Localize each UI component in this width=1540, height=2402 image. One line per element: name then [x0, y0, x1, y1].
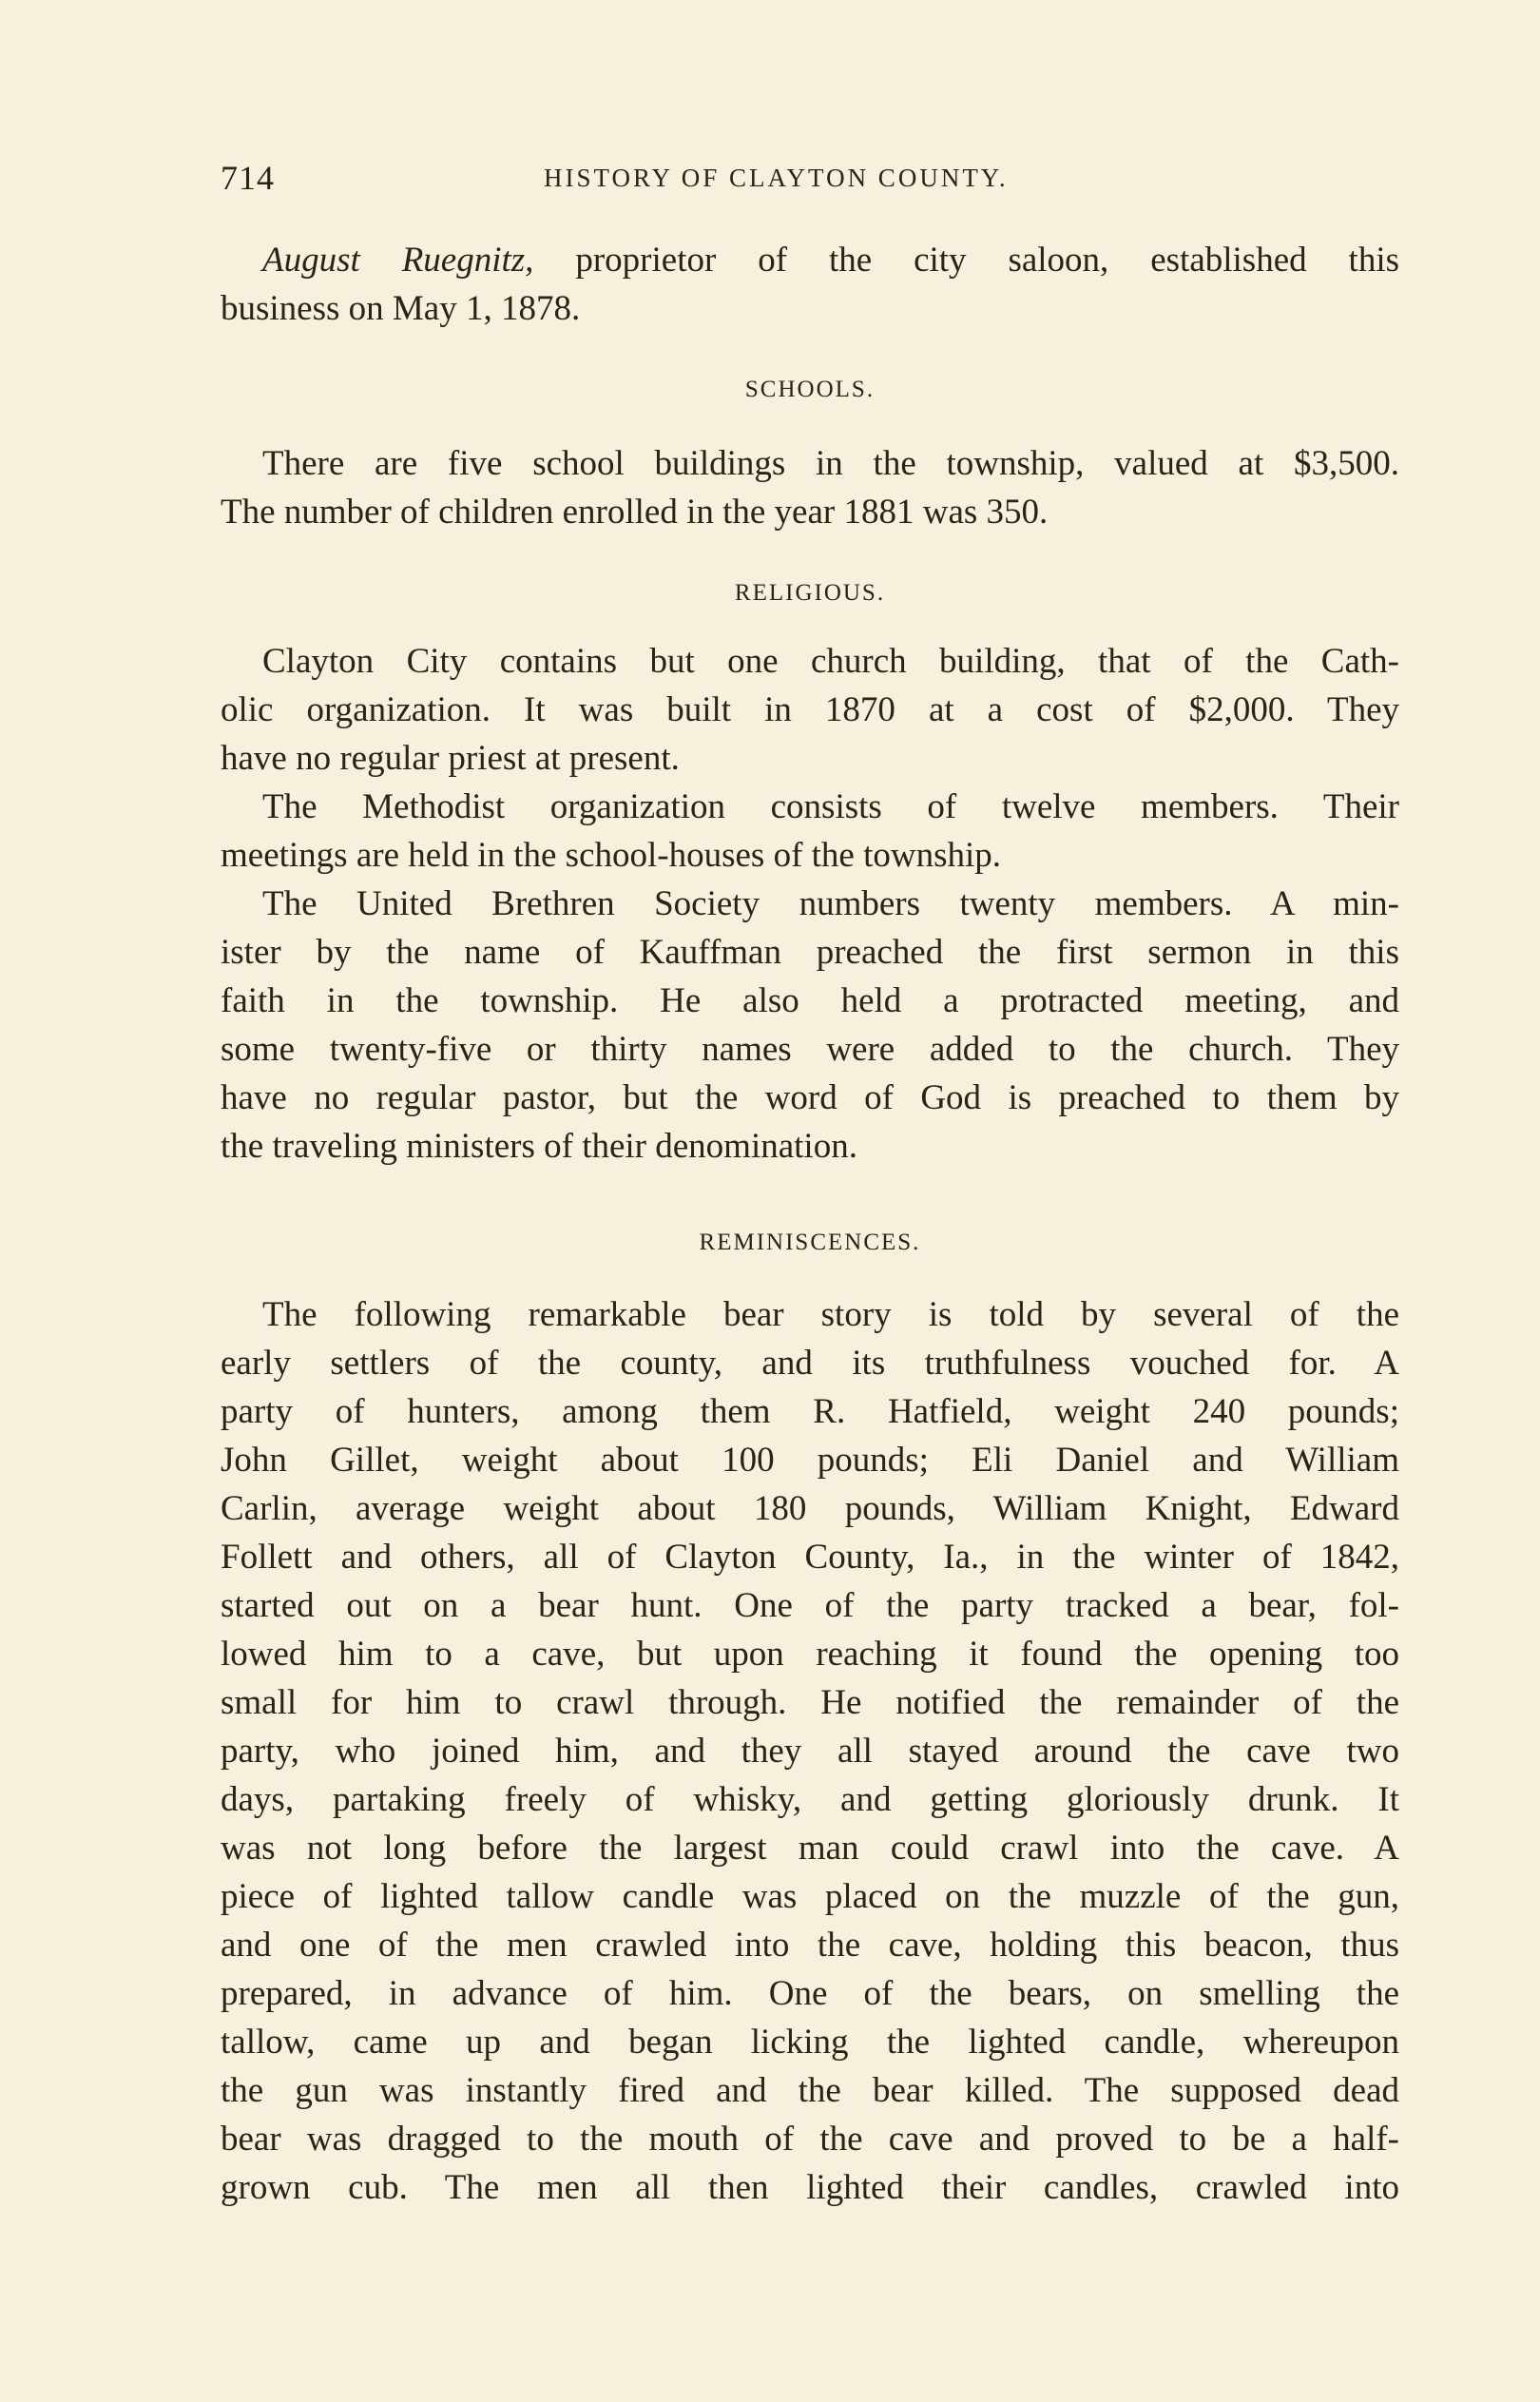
religious-line: olic organization. It was built in 1870 at a cost of $2,000. They [221, 690, 1399, 729]
religious-line: the traveling ministers of their denomination. [221, 1127, 857, 1166]
reminiscences-line: the gun was instantly fired and the bear killed. The supposed dead [221, 2071, 1399, 2110]
religious-line: some twenty-five or thirty names were added to the church. They [221, 1030, 1399, 1069]
proprietor-name: August Ruegnitz, [262, 241, 534, 280]
reminiscences-line: Follett and others, all of Clayton County, Ia., in the winter of 1842, [221, 1538, 1399, 1577]
religious-line: have no regular pastor, but the word of God is preached to them by [221, 1078, 1399, 1117]
reminiscences-line: started out on a bear hunt. One of the party tracked a bear, fol- [221, 1586, 1399, 1625]
reminiscences-line: piece of lighted tallow candle was placed on the muzzle of the gun, [221, 1877, 1399, 1916]
reminiscences-line: party, who joined him, and they all stayed around the cave two [221, 1732, 1399, 1771]
running-head [221, 158, 1399, 200]
section-heading-religious: RELIGIOUS. [734, 580, 886, 606]
reminiscences-line: lowed him to a cave, but upon reaching it found the opening too [221, 1635, 1399, 1674]
reminiscences-line: was not long before the largest man could crawl into the cave. A [221, 1829, 1399, 1868]
religious-line: The United Brethren Society numbers twenty members. A min- [262, 884, 1399, 923]
reminiscences-line: bear was dragged to the mouth of the cave and proved to be a half- [221, 2120, 1399, 2159]
body-text [221, 236, 1399, 2212]
section-heading-reminiscences: REMINISCENCES. [699, 1230, 921, 1255]
running-title: HISTORY OF CLAYTON COUNTY. [544, 164, 1009, 192]
section-heading-schools: SCHOOLS. [744, 377, 876, 402]
intro-line-1-text: proprietor of the city saloon, established this [533, 241, 1400, 280]
schools-line: The number of children enrolled in the year 1881 was 350. [221, 493, 1049, 532]
reminiscences-line: John Gillet, weight about 100 pounds; Eli Daniel and William [221, 1441, 1399, 1480]
schools-line: There are five school buildings in the township, valued at $3,500. [262, 444, 1399, 483]
reminiscences-line: tallow, came up and began licking the lighted candle, whereupon [221, 2023, 1399, 2062]
religious-line: Clayton City contains but one church building, that of the Cath- [262, 642, 1399, 681]
intro-line-2: business on May 1, 1878. [221, 289, 581, 328]
reminiscences-line: party of hunters, among them R. Hatfield, weight 240 pounds; [221, 1392, 1399, 1431]
religious-line: faith in the township. He also held a protracted meeting, and [221, 981, 1399, 1020]
reminiscences-line: The following remarkable bear story is told by several of the [262, 1295, 1399, 1334]
religious-line: meetings are held in the school-houses of the township. [221, 836, 1002, 875]
reminiscences-line: grown cub. The men all then lighted their candles, crawled into [221, 2168, 1399, 2207]
reminiscences-line: early settlers of the county, and its truthfulness vouched for. A [221, 1344, 1399, 1383]
reminiscences-line: small for him to crawl through. He notified the remainder of the [221, 1683, 1399, 1722]
reminiscences-line: Carlin, average weight about 180 pounds, William Knight, Edward [221, 1489, 1399, 1528]
reminiscences-line: days, partaking freely of whisky, and getting gloriously drunk. It [221, 1780, 1399, 1819]
page-number: 714 [221, 159, 275, 197]
religious-line: ister by the name of Kauffman preached the first sermon in this [221, 933, 1399, 972]
religious-line: The Methodist organization consists of twelve members. Their [262, 787, 1399, 826]
reminiscences-line: prepared, in advance of him. One of the bears, on smelling the [221, 1974, 1399, 2013]
intro-line-1 [221, 236, 1399, 284]
religious-line: have no regular priest at present. [221, 739, 680, 778]
reminiscences-line: and one of the men crawled into the cave, holding this beacon, thus [221, 1926, 1399, 1965]
